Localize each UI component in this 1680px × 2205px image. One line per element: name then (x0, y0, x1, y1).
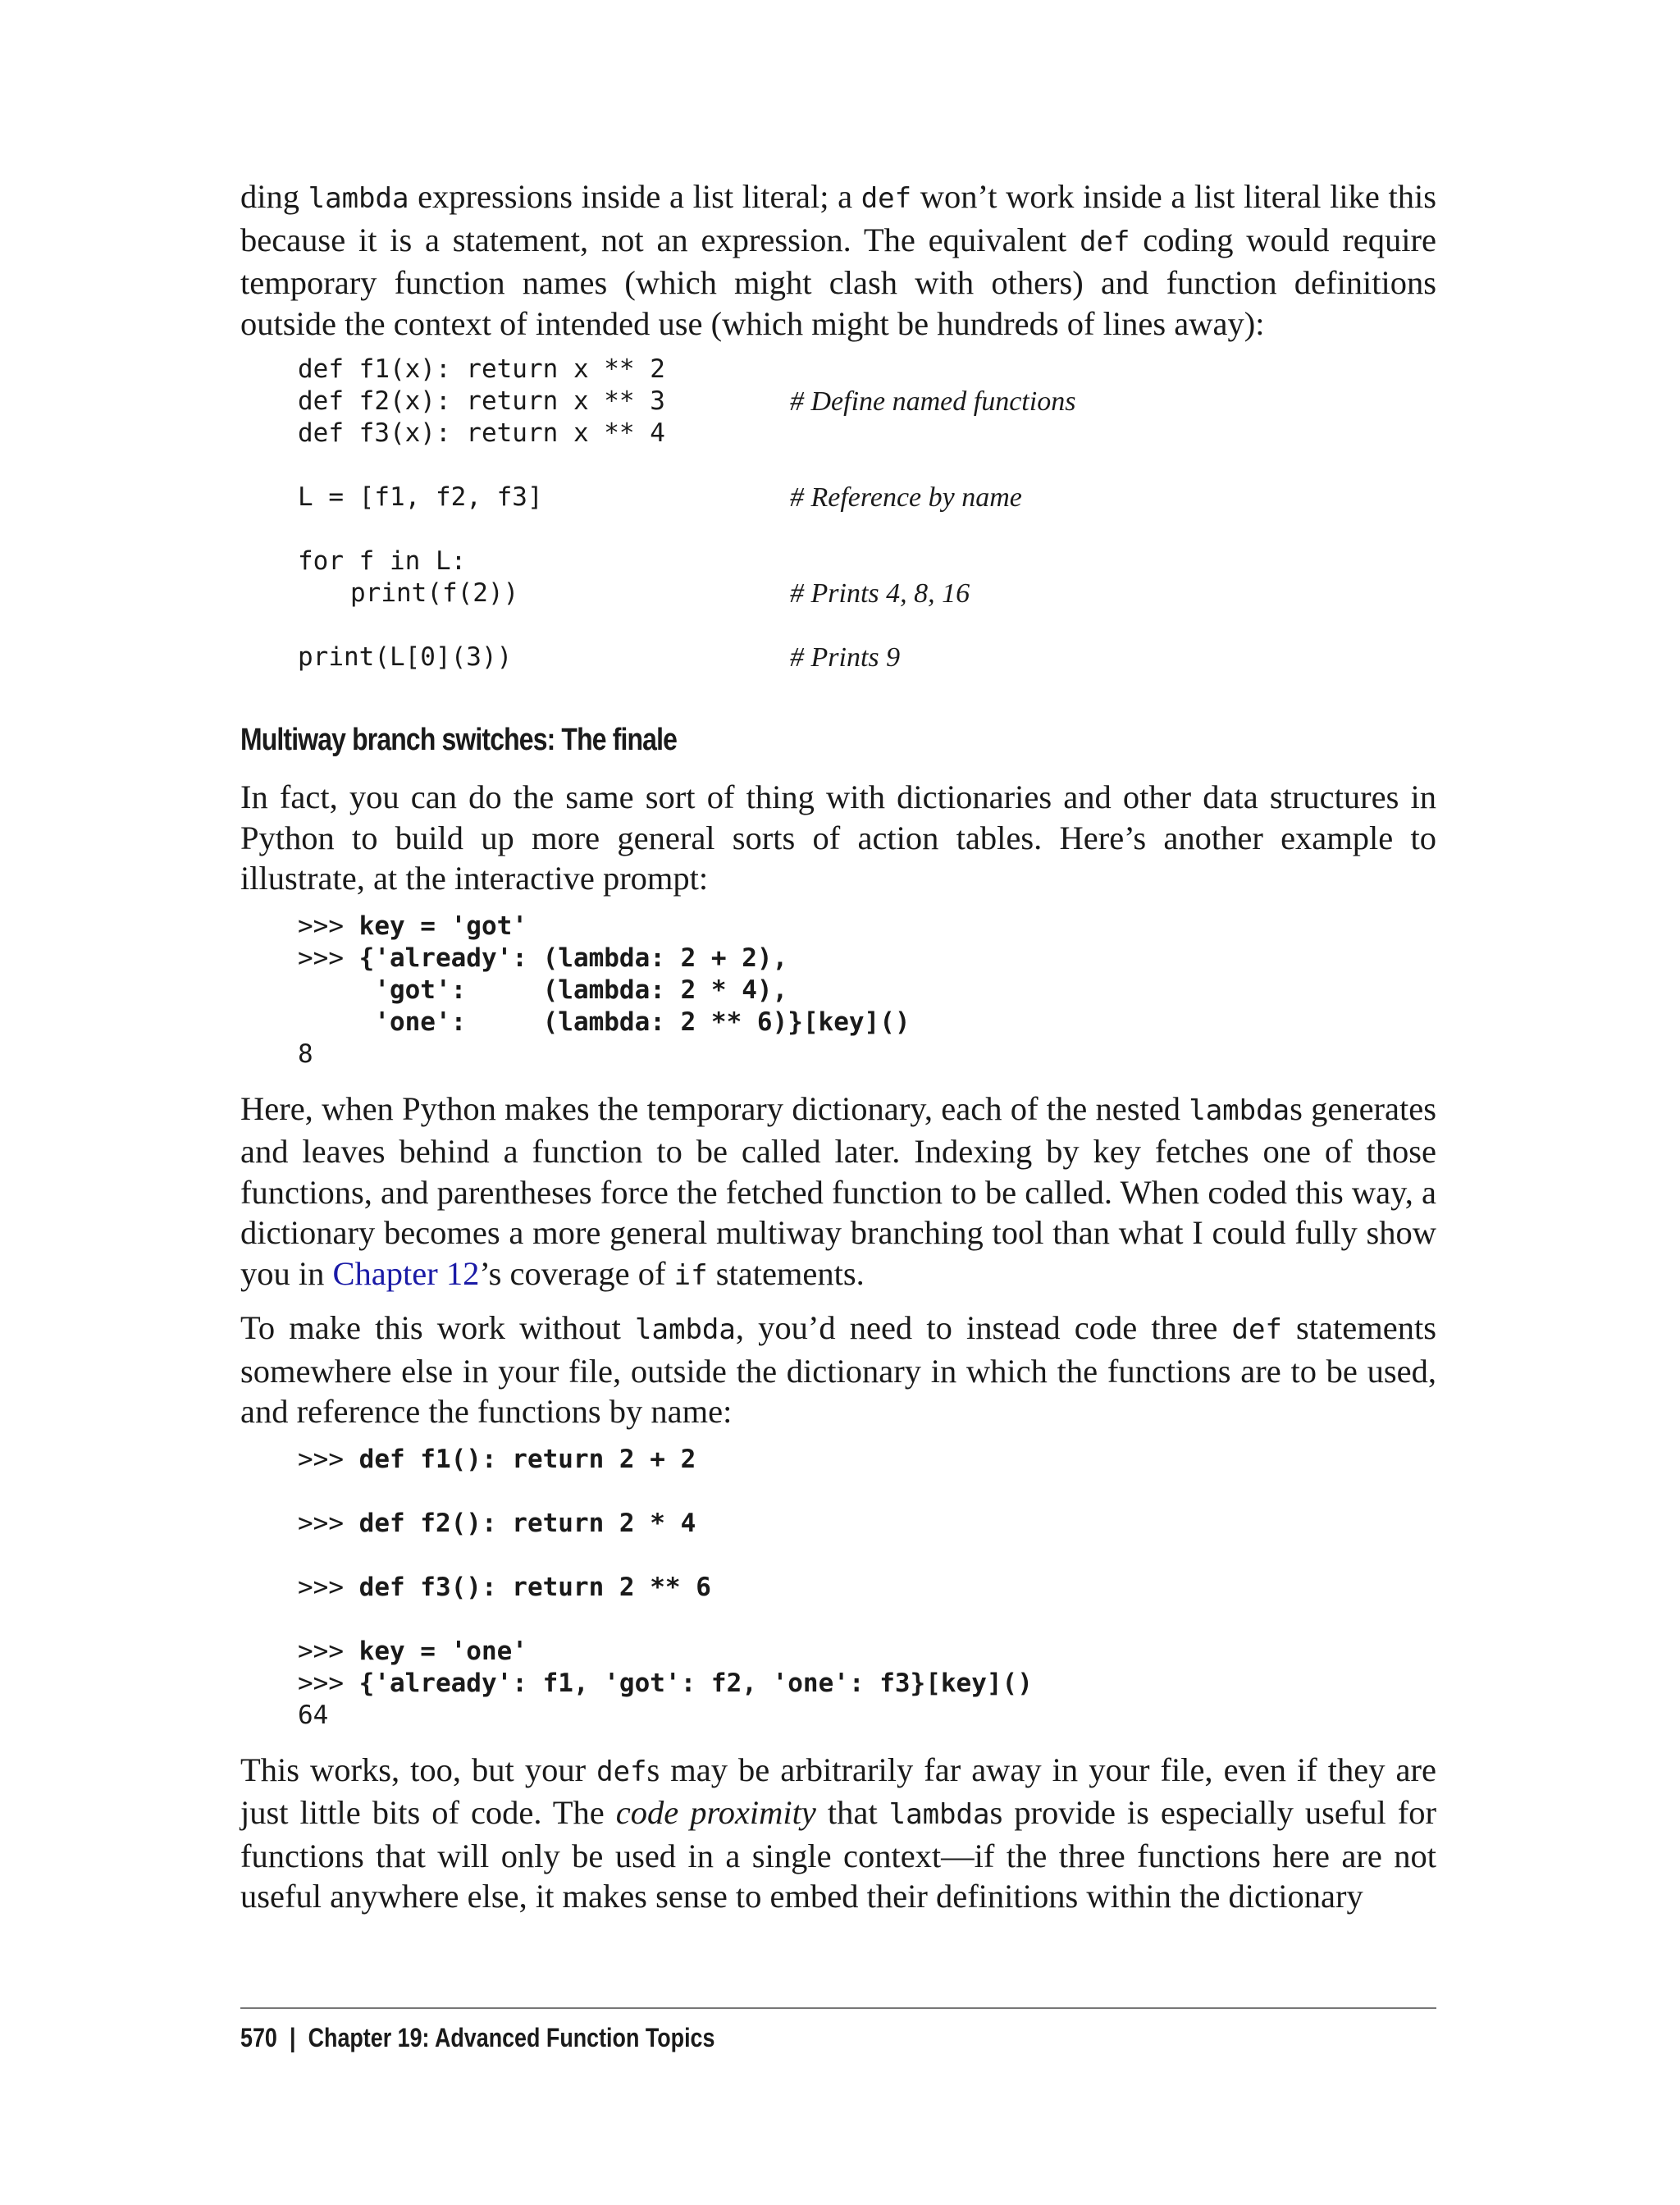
code-comment: # Reference by name (790, 482, 1022, 513)
prompt: >>> (298, 943, 359, 973)
user-input: def f2(): return 2 * 4 (358, 1508, 696, 1538)
inline-code: def (596, 1755, 647, 1788)
code-line (298, 1668, 1436, 1700)
code-line: print(L[0](3)) (298, 642, 513, 672)
code-line (298, 1636, 1436, 1668)
prompt: >>> (298, 1668, 359, 1698)
intro-paragraph (240, 176, 1436, 344)
chapter-12-link[interactable]: Chapter 12 (332, 1254, 480, 1292)
user-input: 'got': (lambda: 2 * 4), (298, 975, 788, 1005)
chapter-title: Chapter 19: Advanced Function Topics (308, 2023, 715, 2052)
emphasis: code proximity (615, 1794, 816, 1831)
text-run: , you’d need to instead code three (735, 1309, 1232, 1346)
code-line (298, 911, 1436, 943)
user-input: key = 'got' (358, 911, 527, 941)
code-line (298, 975, 1436, 1007)
code-line (298, 1444, 1436, 1476)
prompt: >>> (298, 911, 359, 941)
user-input: def f1(): return 2 + 2 (358, 1444, 696, 1474)
code-line (298, 1508, 1436, 1540)
page-body (240, 176, 1436, 1917)
prompt: >>> (298, 1572, 359, 1602)
text-run: s may be arbitrarily far away in your file, even if they are just little bits of code. The (240, 1751, 1436, 1831)
page-footer (240, 2021, 714, 2054)
text-run: won’t work inside a list literal like this because it is a statement, not an expression. The equivalent (240, 178, 1436, 258)
code-block-def-functions (298, 1444, 1436, 1732)
code-line (298, 943, 1436, 975)
code-line (298, 1572, 1436, 1604)
code-line: def f2(x): return x ** 3 (298, 386, 665, 416)
code-line: for f in L: (298, 546, 467, 576)
code-line: def f1(x): return x ** 2 (298, 354, 665, 384)
inline-code: def (1231, 1313, 1282, 1346)
text-run: This works, too, but your (240, 1751, 597, 1788)
text-run: statements somewhere else in your file, outside the dictionary in which the functions are to be used, and reference the functions by name: (240, 1309, 1436, 1430)
prompt: >>> (298, 1444, 359, 1474)
code-comment: # Prints 4, 8, 16 (790, 578, 970, 609)
footer-separator: | (289, 2023, 296, 2052)
code-block-dict-lambdas (298, 911, 1436, 1071)
code-block-named-functions (298, 354, 1436, 673)
text-run: expressions inside a list literal; a (409, 178, 861, 215)
code-comment: # Define named functions (790, 386, 1076, 417)
paragraph-explanation (240, 1089, 1436, 1297)
code-line: L = [f1, f2, f3] (298, 482, 543, 512)
user-input: key = 'one' (358, 1636, 527, 1666)
paragraph-without-lambda (240, 1308, 1436, 1432)
inline-code: if (673, 1258, 708, 1292)
text-run: coding would require temporary function names (which might clash with others) and function definitions outside the context of intended use (which might be hundreds of lines away): (240, 221, 1436, 342)
text-run: statements. (707, 1254, 865, 1292)
page-number: 570 (240, 2023, 277, 2052)
inline-code: def (861, 182, 912, 215)
code-output: 8 (298, 1039, 313, 1069)
user-input: 'one': (lambda: 2 ** 6)}[key]() (298, 1007, 911, 1037)
text-run: ’s coverage of (479, 1254, 674, 1292)
inline-code: lambda (888, 1798, 990, 1831)
code-line: def f3(x): return x ** 4 (298, 418, 665, 448)
text-run: Here, when Python makes the temporary dictionary, each of the nested (240, 1089, 1189, 1127)
code-output: 64 (298, 1700, 329, 1730)
text-run: s provide is especially useful for functions that will only be used in a single context—if the three functions here are not useful anywhere else, it makes sense to embed their definitions within the dictionary (240, 1794, 1437, 1915)
code-comment: # Prints 9 (790, 642, 901, 673)
inline-code: lambda (308, 182, 409, 215)
prompt: >>> (298, 1636, 359, 1666)
inline-code: lambda (635, 1313, 736, 1346)
text-run: ding (240, 178, 308, 215)
paragraph-action-tables: In fact, you can do the same sort of thing with dictionaries and other data structures in Python to build up more general sorts of action tables. Here’s another example to illustrate, at the interactive prompt: (240, 778, 1436, 897)
text-run: To make this work without (240, 1309, 636, 1346)
code-line (298, 1007, 1436, 1039)
inline-code: lambda (1189, 1093, 1290, 1127)
paragraph-code-proximity (240, 1750, 1436, 1917)
user-input: {'already': (lambda: 2 + 2), (358, 943, 788, 973)
text-run: that (815, 1794, 889, 1831)
code-line: print(f(2)) (350, 578, 519, 608)
text-run: s generates and leaves behind a function to be called later. Indexing by key fetches one of those functions, and parentheses force the fetched function to be called. When coded this way, a dictionary becomes a more general multiway branching tool than what I could fully show you in (240, 1089, 1436, 1292)
footer-divider (240, 2007, 1436, 2009)
user-input: def f3(): return 2 ** 6 (358, 1572, 711, 1602)
inline-code: def (1080, 225, 1130, 258)
user-input: {'already': f1, 'got': f2, 'one': f3}[key]() (358, 1668, 1033, 1698)
prompt: >>> (298, 1508, 359, 1538)
section-heading: Multiway branch switches: The finale (240, 723, 678, 757)
